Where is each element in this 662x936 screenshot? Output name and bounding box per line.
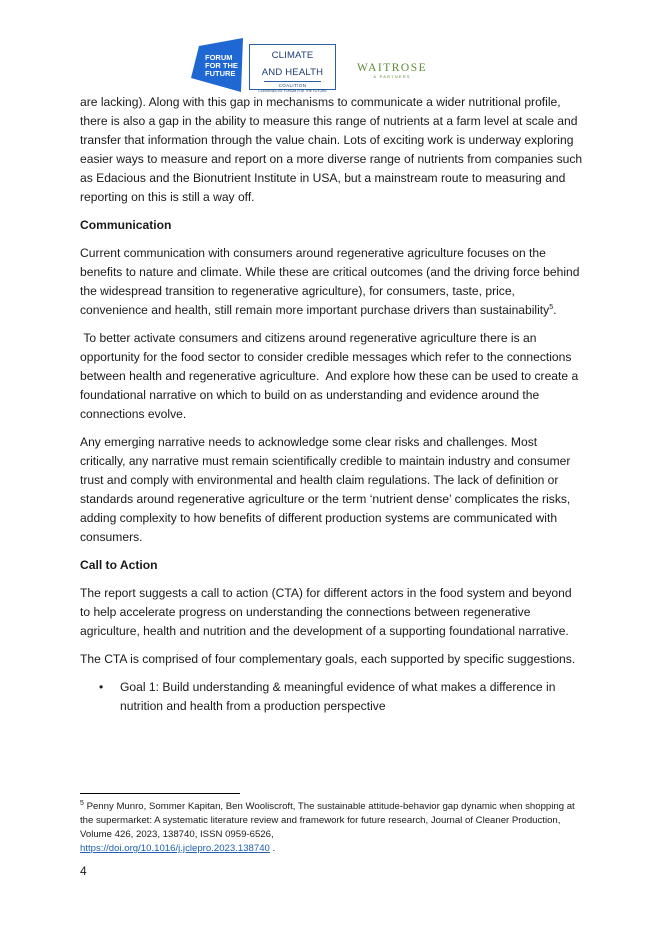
paragraph-5: The report suggests a call to action (CTA) for different actors in the food system and beyond to help accelerate progress on understanding the connections between regenerative agriculture, health and nutrition and the development of a supporting foundational narrative. bbox=[80, 586, 572, 638]
paragraph-3: To better activate consumers and citizens around regenerative agriculture there is an opportunity for the food sector to consider credible messages which refer to the connections between health and regenerative agriculture. And explore how these can be used to create a foundational narrative on which to build on as understanding and evidence around the connections evolve. bbox=[80, 331, 582, 421]
main-content bbox=[80, 93, 584, 716]
chc-logo-line4: CONVENED BY FORUM FOR THE FUTURE bbox=[258, 89, 327, 93]
footnote-number: 5 bbox=[80, 799, 84, 807]
footnote-doi-link[interactable]: https://doi.org/10.1016/j.jclepro.2023.138740 bbox=[80, 843, 270, 854]
footnote-text: Penny Munro, Sommer Kapitan, Ben Wooliscroft, The sustainable attitude-behavior gap dynamic when shopping at the supermarket: A systematic literature review and framework for future research, Journal of Cleaner Production, Volume 426, 2023, 138740, ISSN 0959-6526, bbox=[80, 801, 575, 840]
bullet-marker: • bbox=[99, 680, 104, 694]
paragraph-4: Any emerging narrative needs to acknowledge some clear risks and challenges. Most critically, any narrative must remain scientifically credible to maintain industry and consumer trust and comply with environmental and health claim regulations. The lack of definition or standards around regenerative agriculture or the term ‘nutrient dense’ complicates the risks, adding complexity to how benefits of different production systems are communicated with consumers. bbox=[80, 435, 571, 544]
paragraph-2-end: . bbox=[553, 303, 557, 317]
page-number: 4 bbox=[80, 864, 87, 878]
goal-1-text: Goal 1: Build understanding & meaningful evidence of what makes a difference in nutrition and health from a production perspective bbox=[120, 680, 556, 713]
paragraph-2-text: Current communication with consumers around regenerative agriculture focuses on the benefits to nature and climate. While these are critical outcomes (and the driving force behind the widespread transition to regenerative agriculture), for consumers, taste, price, convenience and health, still remain more important purchase drivers than sustainability bbox=[80, 246, 580, 317]
goal-list bbox=[80, 678, 584, 716]
fff-logo-line3: FUTURE bbox=[205, 69, 236, 78]
chc-logo-line2: AND HEALTH bbox=[261, 67, 324, 78]
paragraph-2 bbox=[80, 244, 584, 320]
paragraph-1: are lacking). Along with this gap in mechanisms to communicate a wider nutritional profile, there is also a gap in the ability to measure this range of nutrients at a farm level at scale and transfer that information through the value chain. Lots of exciting work is underway exploring easier ways to measure and report on a more diverse range of nutrients from companies such as Edacious and the Bionutrient Institute in USA, but a mainstream route to measuring and reporting on this is still a way off. bbox=[80, 95, 583, 204]
waitrose-logo bbox=[357, 62, 427, 79]
waitrose-logo-sub: & PARTNERS bbox=[373, 74, 411, 79]
footnote-divider bbox=[80, 793, 240, 794]
climate-and-health-coalition-logo bbox=[249, 44, 336, 93]
waitrose-logo-name: WAITROSE bbox=[357, 62, 428, 74]
heading-communication: Communication bbox=[80, 218, 172, 232]
chc-logo-line3: COALITION bbox=[264, 81, 321, 89]
chc-logo-line1: CLIMATE bbox=[271, 50, 314, 61]
footnote-ref: 5 bbox=[549, 303, 554, 311]
forum-for-the-future-logo bbox=[191, 38, 243, 92]
page-header bbox=[0, 38, 662, 94]
list-item bbox=[80, 678, 584, 716]
fff-logo-line1: FORUM bbox=[205, 53, 233, 62]
paragraph-6: The CTA is comprised of four complementary goals, each supported by specific suggestions. bbox=[80, 652, 576, 666]
heading-call-to-action: Call to Action bbox=[80, 558, 158, 572]
fff-logo-line2: FOR THE bbox=[205, 61, 238, 70]
footnote-after-link: . bbox=[269, 843, 276, 854]
footnote bbox=[80, 800, 584, 856]
